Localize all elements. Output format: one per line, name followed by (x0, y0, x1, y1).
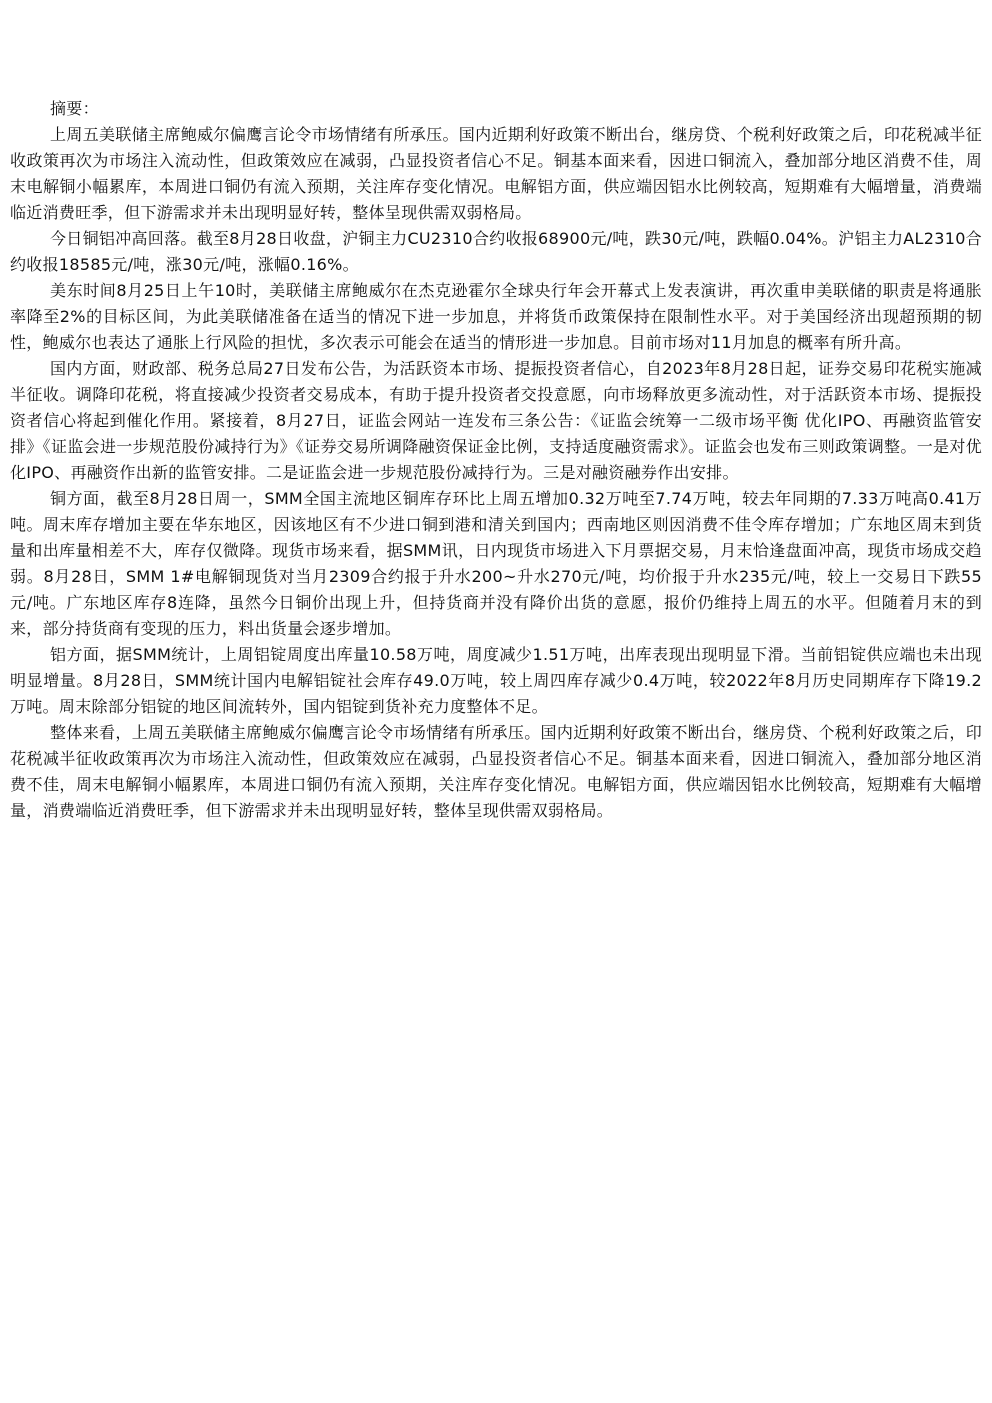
paragraph-market-close: 今日铜铝冲高回落。截至8月28日收盘，沪铜主力CU2310合约收报68900元/吨，跌30元/吨，跌幅0.04%。沪铝主力AL2310合约收报18585元/吨，涨30元/吨，涨幅0.16%。 (10, 229, 982, 274)
paragraph-conclusion: 整体来看，上周五美联储主席鲍威尔偏鹰言论令市场情绪有所承压。国内近期利好政策不断出台，继房贷、个税利好政策之后，印花税减半征收政策再次为市场注入流动性，但政策效应在减弱，凸显投资者信心不足。铜基本面来看，因进口铜流入，叠加部分地区消费不佳，周末电解铜小幅累库，本周进口铜仍有流入预期，关注库存变化情况。电解铝方面，供应端因铝水比例较高，短期难有大幅增量，消费端临近消费旺季，但下游需求并未出现明显好转，整体呈现供需双弱格局。 (10, 723, 982, 820)
paragraph-aluminum: 铝方面，据SMM统计，上周铝锭周度出库量10.58万吨，周度减少1.51万吨，出库表现出现明显下滑。当前铝锭供应端也未出现明显增量。8月28日，SMM统计国内电解铝锭社会库存49.0万吨，较上周四库存减少0.4万吨，较2022年8月历史同期库存下降19.2万吨。周末除部分铝锭的地区间流转外，国内铝锭到货补充力度整体不足。 (10, 645, 982, 716)
paragraph-summary: 上周五美联储主席鲍威尔偏鹰言论令市场情绪有所承压。国内近期利好政策不断出台，继房贷、个税利好政策之后，印花税减半征收政策再次为市场注入流动性，但政策效应在减弱，凸显投资者信心不足。铜基本面来看，因进口铜流入，叠加部分地区消费不佳，周末电解铜小幅累库，本周进口铜仍有流入预期，关注库存变化情况。电解铝方面，供应端因铝水比例较高，短期难有大幅增量，消费端临近消费旺季，但下游需求并未出现明显好转，整体呈现供需双弱格局。 (10, 125, 982, 222)
paragraph-copper: 铜方面，截至8月28日周一，SMM全国主流地区铜库存环比上周五增加0.32万吨至7.74万吨，较去年同期的7.33万吨高0.41万吨。周末库存增加主要在华东地区，因该地区有不少进口铜到港和清关到国内；西南地区则因消费不佳令库存增加；广东地区周末到货量和出库量相差不大，库存仅微降。现货市场来看，据SMM讯，日内现货市场进入下月票据交易，月末恰逢盘面冲高，现货市场成交趋弱。8月28日，SMM 1#电解铜现货对当月2309合约报于升水200~升水270元/吨，均价报于升水235元/吨，较上一交易日下跌55元/吨。广东地区库存8连降，虽然今日铜价出现上升，但持货商并没有降价出货的意愿，报价仍维持上周五的水平。但随着月末的到来，部分持货商有变现的压力，料出货量会逐步增加。 (10, 489, 982, 638)
abstract-heading: 摘要： (50, 99, 99, 118)
document-body (10, 96, 982, 824)
paragraph-fed-speech: 美东时间8月25日上午10时，美联储主席鲍威尔在杰克逊霍尔全球央行年会开幕式上发表演讲，再次重申美联储的职责是将通胀率降至2%的目标区间，为此美联储准备在适当的情况下进一步加息，并将货币政策保持在限制性水平。对于美国经济出现超预期的韧性，鲍威尔也表达了通胀上行风险的担忧，多次表示可能会在适当的情形进一步加息。目前市场对11月加息的概率有所升高。 (10, 281, 982, 352)
paragraph-domestic-policy: 国内方面，财政部、税务总局27日发布公告，为活跃资本市场、提振投资者信心，自2023年8月28日起，证券交易印花税实施减半征收。调降印花税，将直接减少投资者交易成本，有助于提升投资者交投意愿，向市场释放更多流动性，对于活跃资本市场、提振投资者信心将起到催化作用。紧接着，8月27日，证监会网站一连发布三条公告：《证监会统筹一二级市场平衡 优化IPO、再融资监管安排》《证监会进一步规范股份减持行为》《证券交易所调降融资保证金比例，支持适度融资需求》。证监会也发布三则政策调整。一是对优化IPO、再融资作出新的监管安排。二是证监会进一步规范股份减持行为。三是对融资融券作出安排。 (10, 359, 982, 482)
